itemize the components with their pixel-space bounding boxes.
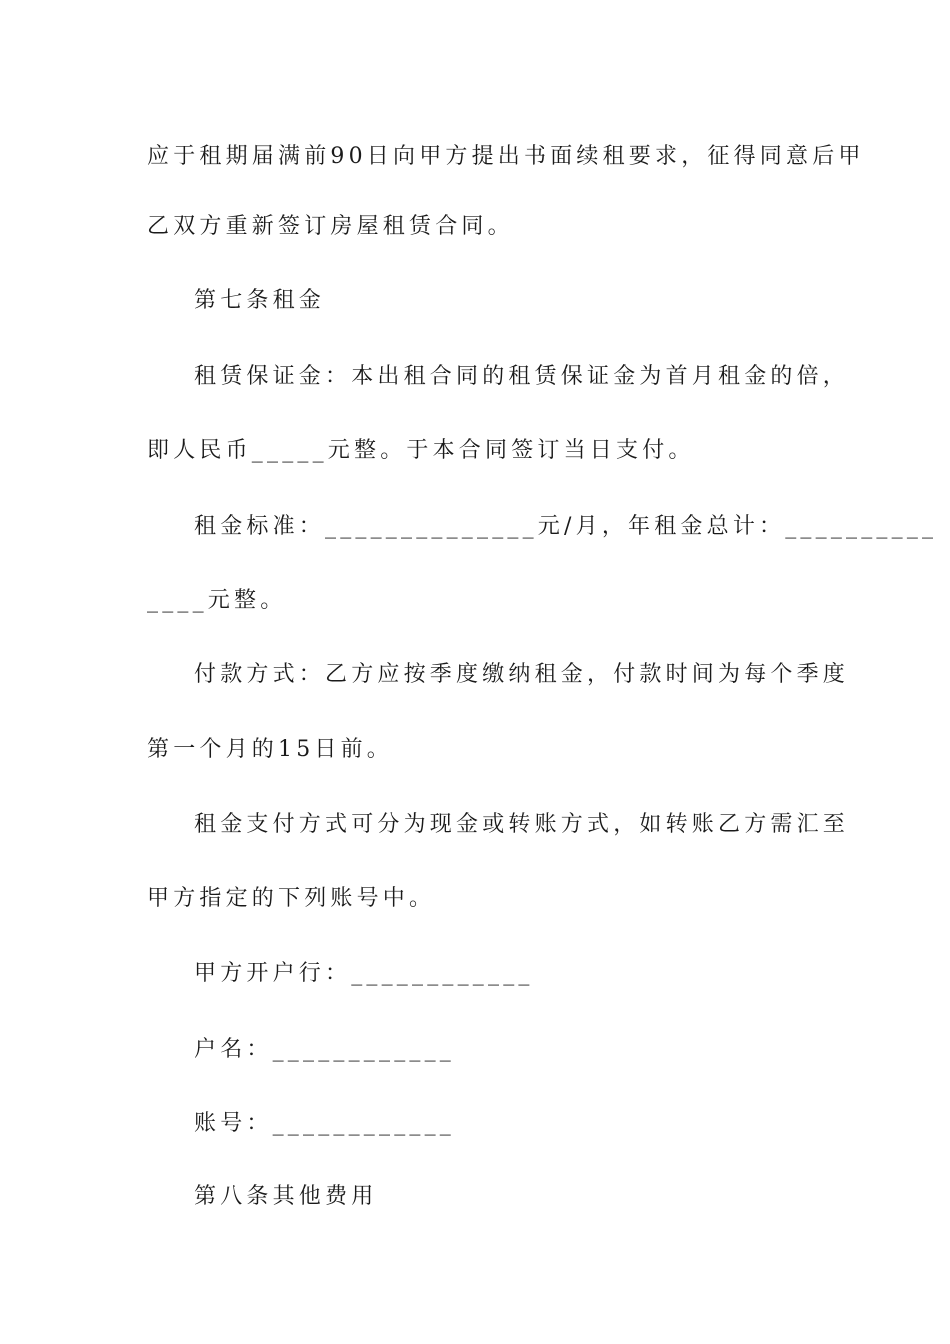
section-heading: 第七条租金: [194, 288, 326, 313]
paragraph-line: ____元整。: [147, 588, 287, 613]
bank-name-field-line: 甲方开户行：____________: [194, 961, 534, 986]
account-name-field-line: 户名：____________: [194, 1037, 456, 1062]
paragraph-line: 第一个月的15日前。: [147, 737, 393, 762]
paragraph-line: 乙双方重新签订房屋租赁合同。: [147, 214, 514, 239]
section-heading: 第八条其他费用: [194, 1184, 378, 1209]
paragraph-line: 应于租期届满前90日向甲方提出书面续租要求，征得同意后甲: [147, 144, 865, 169]
paragraph-line: 付款方式：乙方应按季度缴纳租金，付款时间为每个季度: [194, 662, 850, 687]
paragraph-line: 即人民币_____元整。于本合同签订当日支付。: [147, 438, 695, 463]
paragraph-line: 甲方指定的下列账号中。: [147, 886, 436, 911]
paragraph-line: 租金支付方式可分为现金或转账方式，如转账乙方需汇至: [194, 812, 850, 837]
paragraph-line: 租赁保证金：本出租合同的租赁保证金为首月租金的倍，: [194, 364, 850, 389]
paragraph-line: 租金标准：______________元/月，年租金总计：__________: [194, 514, 938, 539]
account-number-field-line: 账号：____________: [194, 1111, 456, 1136]
